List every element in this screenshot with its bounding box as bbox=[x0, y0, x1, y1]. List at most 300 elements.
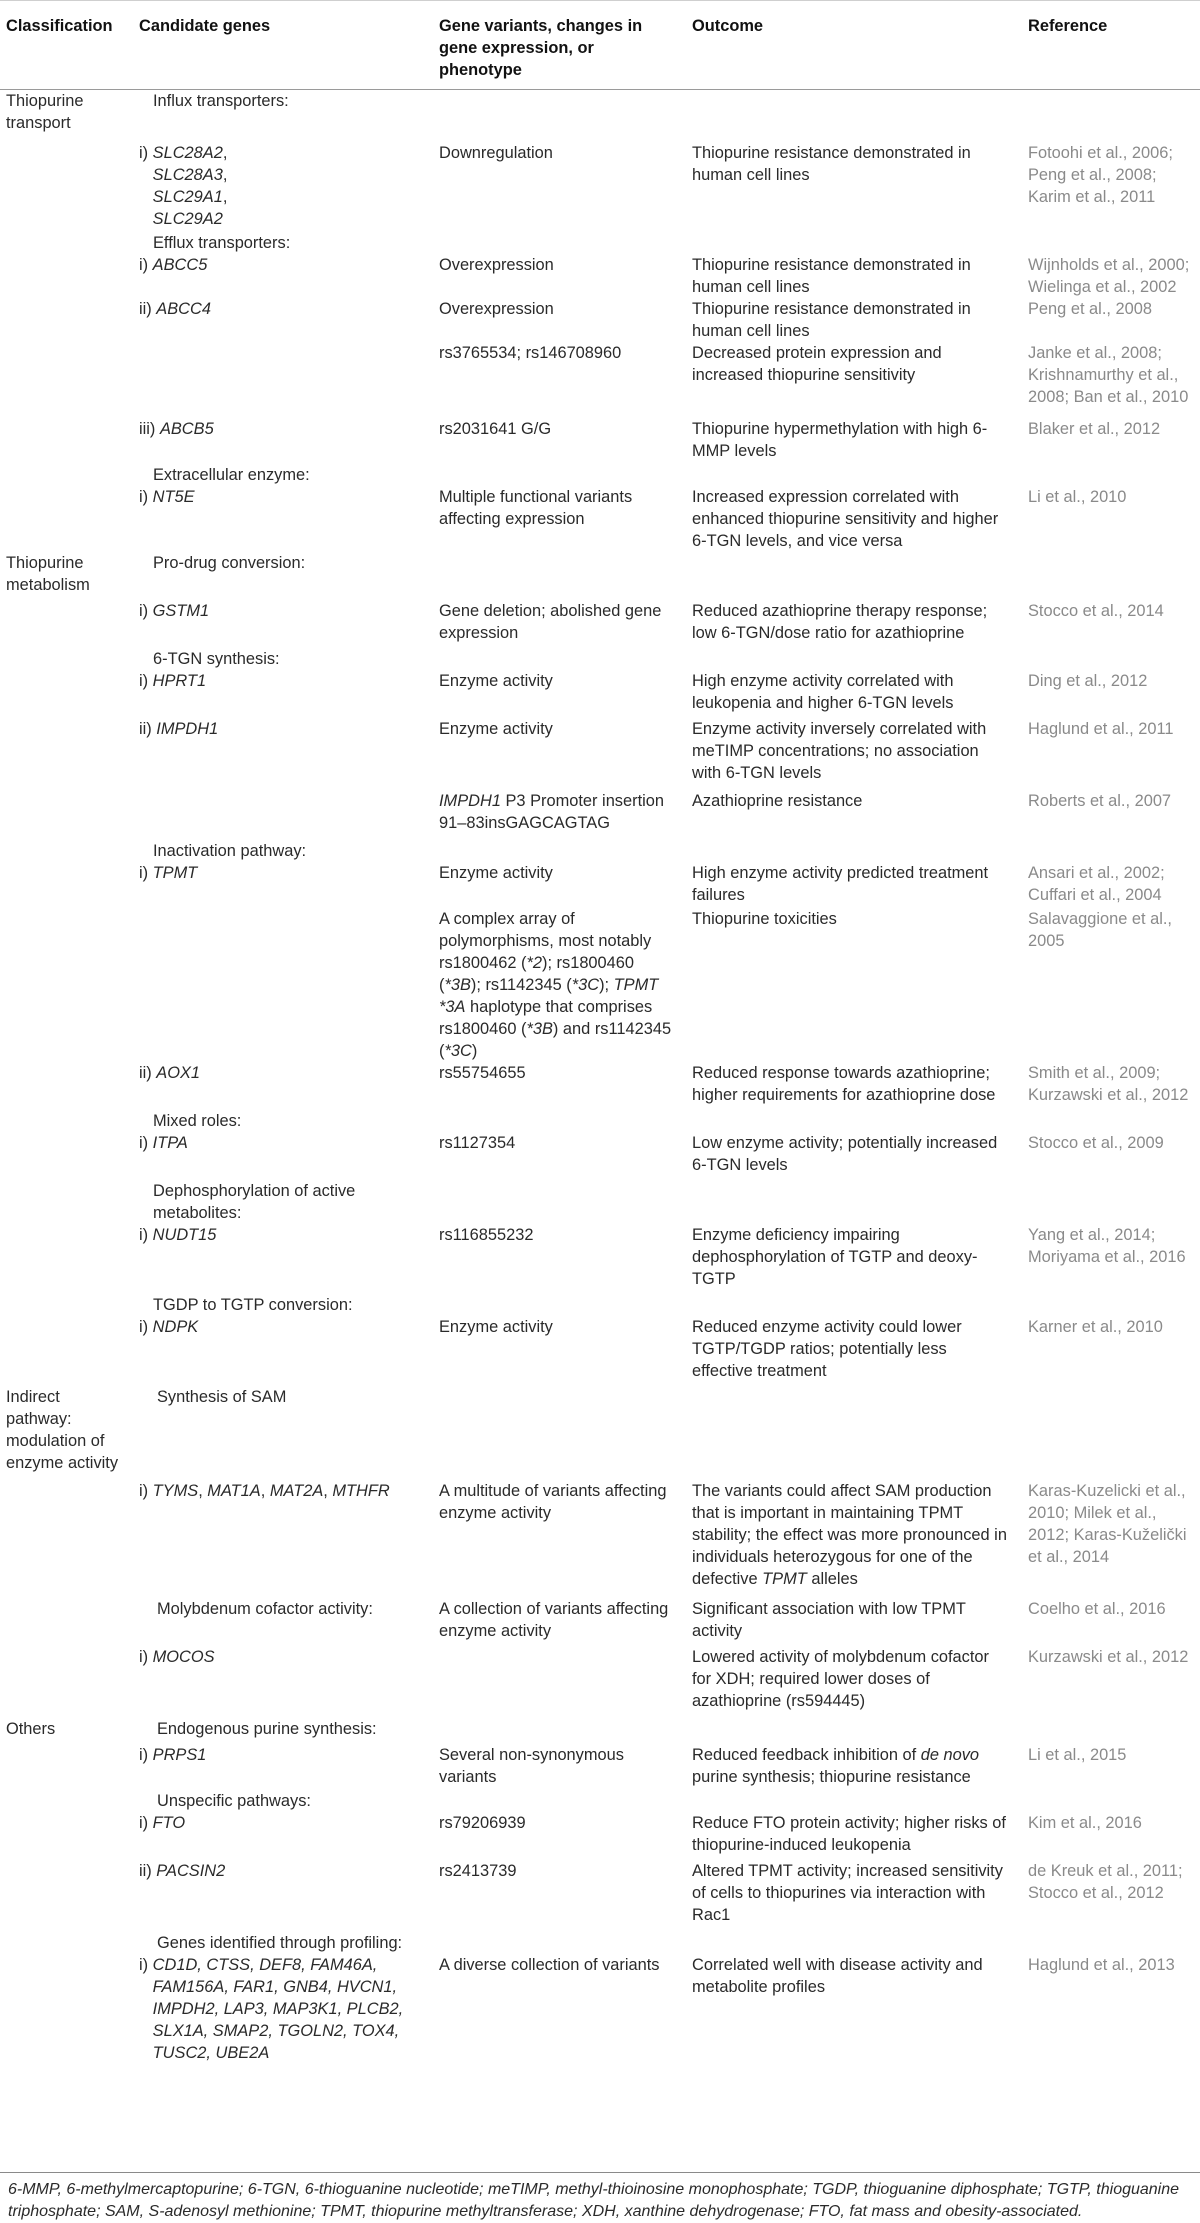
candidate-genes-cell bbox=[131, 1180, 431, 1224]
classification-cell bbox=[0, 486, 131, 552]
gene-index: i) bbox=[139, 863, 153, 882]
gene-entry bbox=[139, 418, 423, 440]
gene-names bbox=[153, 1224, 423, 1246]
gene-entry bbox=[139, 1812, 423, 1834]
outcome-cell bbox=[684, 464, 1020, 486]
table-row bbox=[0, 862, 1200, 908]
gene-names bbox=[153, 1132, 423, 1154]
text-run: ) and rs1142345 ( bbox=[439, 1019, 672, 1060]
classification-cell bbox=[0, 1812, 131, 1860]
variants-cell bbox=[431, 718, 684, 790]
variants-cell bbox=[431, 90, 684, 142]
table-row bbox=[0, 232, 1200, 254]
classification-cell bbox=[0, 1480, 131, 1598]
table-row bbox=[0, 342, 1200, 418]
outcome-cell bbox=[684, 1860, 1020, 1932]
text-run: Enzyme activity bbox=[439, 719, 553, 738]
reference-cell bbox=[1020, 840, 1200, 862]
outcome-cell bbox=[684, 552, 1020, 600]
variants-cell bbox=[431, 1744, 684, 1790]
classification-cell bbox=[0, 552, 131, 600]
outcome-cell bbox=[684, 1790, 1020, 1812]
outcome-cell bbox=[684, 90, 1020, 142]
reference-cell: Ansari et al., 2002; Cuffari et al., 2004 bbox=[1028, 863, 1165, 904]
text-run: Decreased protein expression and increased thiopurine sensitivity bbox=[692, 343, 942, 384]
outcome-cell bbox=[684, 1224, 1020, 1294]
text-run: Increased expression correlated with enhanced thiopurine sensitivity and higher 6-TGN levels, and vice versa bbox=[692, 487, 999, 550]
reference-cell: Haglund et al., 2011 bbox=[1028, 719, 1174, 738]
reference-cell: Ding et al., 2012 bbox=[1028, 671, 1148, 690]
variants-cell bbox=[431, 1860, 684, 1932]
gene-names bbox=[156, 1062, 423, 1084]
variants-cell bbox=[431, 464, 684, 486]
candidate-genes-cell bbox=[131, 718, 431, 790]
classification-label: Others bbox=[6, 1719, 56, 1738]
table-row bbox=[0, 1132, 1200, 1180]
text-run: , bbox=[323, 1481, 333, 1500]
classification-cell bbox=[0, 1860, 131, 1932]
candidate-genes-cell bbox=[131, 552, 431, 600]
text-run: The variants could affect SAM production that is important in maintaining TPMT stability; the effect was more pronounced in individuals heterozygous for one of the defective bbox=[692, 1481, 1007, 1588]
variants-cell bbox=[431, 1180, 684, 1224]
variants-cell bbox=[431, 418, 684, 464]
text-run: GSTM1 bbox=[152, 601, 210, 620]
text-run: Lowered activity of molybdenum cofactor for XDH; required lower doses of azathioprine (rs594445) bbox=[692, 1647, 989, 1710]
gene-names bbox=[153, 1954, 423, 2064]
candidate-genes-cell bbox=[131, 600, 431, 648]
variants-cell bbox=[431, 670, 684, 718]
outcome-cell bbox=[684, 1180, 1020, 1224]
candidate-genes-cell bbox=[131, 1646, 431, 1718]
text-run: ); bbox=[599, 975, 614, 994]
gene-names bbox=[160, 418, 423, 440]
gene-group-label: Inactivation pathway: bbox=[153, 841, 307, 860]
text-run: rs1127354 bbox=[439, 1133, 516, 1152]
gene-group-label: Extracellular enzyme: bbox=[153, 465, 310, 484]
outcome-cell bbox=[684, 1744, 1020, 1790]
text-run: NT5E bbox=[152, 487, 195, 506]
table-row bbox=[0, 1790, 1200, 1812]
header-candidate-genes: Candidate genes bbox=[131, 1, 431, 90]
candidate-genes-cell bbox=[131, 840, 431, 862]
candidate-genes-cell bbox=[131, 1718, 431, 1744]
variants-cell bbox=[431, 232, 684, 254]
text-run: Significant association with low TPMT activity bbox=[692, 1599, 966, 1640]
gene-index: i) bbox=[139, 601, 153, 620]
table-row bbox=[0, 648, 1200, 670]
gene-entry bbox=[139, 1860, 423, 1882]
text-run: Reduce FTO protein activity; higher risks of thiopurine-induced leukopenia bbox=[692, 1813, 1006, 1854]
table-row bbox=[0, 600, 1200, 648]
reference-cell bbox=[1020, 648, 1200, 670]
text-run: Thiopurine resistance demonstrated in human cell lines bbox=[692, 299, 971, 340]
reference-cell: Stocco et al., 2014 bbox=[1028, 601, 1164, 620]
text-run: P3 Promoter insertion 91–83insGAGCAGTAG bbox=[439, 791, 665, 832]
reference-cell: Smith et al., 2009; Kurzawski et al., 2012 bbox=[1028, 1063, 1189, 1104]
classification-cell bbox=[0, 790, 131, 840]
candidate-genes-cell bbox=[131, 342, 431, 418]
outcome-cell bbox=[684, 718, 1020, 790]
gene-names bbox=[153, 1480, 423, 1502]
table-row bbox=[0, 418, 1200, 464]
header-row bbox=[0, 1, 1200, 90]
table-row bbox=[0, 670, 1200, 718]
table-row bbox=[0, 1224, 1200, 1294]
gene-group-label: 6-TGN synthesis: bbox=[153, 649, 280, 668]
outcome-cell bbox=[684, 232, 1020, 254]
text-run: Overexpression bbox=[439, 299, 554, 318]
text-run: Thiopurine resistance demonstrated in human cell lines bbox=[692, 143, 971, 184]
variants-cell bbox=[431, 1316, 684, 1386]
gene-index: iii) bbox=[139, 419, 160, 438]
table-row bbox=[0, 790, 1200, 840]
gene-group-label: Mixed roles: bbox=[153, 1111, 242, 1130]
variants-cell bbox=[431, 1932, 684, 1954]
table-row bbox=[0, 1316, 1200, 1386]
reference-cell bbox=[1020, 1932, 1200, 1954]
candidate-genes-cell bbox=[131, 232, 431, 254]
reference-cell bbox=[1020, 1110, 1200, 1132]
reference-cell bbox=[1020, 1718, 1200, 1744]
reference-cell: Kim et al., 2016 bbox=[1028, 1813, 1142, 1832]
reference-cell: Li et al., 2015 bbox=[1028, 1745, 1127, 1764]
variants-cell bbox=[431, 840, 684, 862]
text-run: Overexpression bbox=[439, 255, 554, 274]
gene-index: i) bbox=[139, 255, 153, 274]
gene-index: i) bbox=[139, 1481, 153, 1500]
text-run: CD1D, CTSS, DEF8, FAM46A, FAM156A, FAR1, GNB4, HVCN1, IMPDH2, LAP3, MAP3K1, PLCB2, SLX1A, SMAP2, TGOLN2, TOX4, TUSC2, UBE2A bbox=[152, 1955, 404, 2062]
table-row bbox=[0, 1110, 1200, 1132]
classification-cell bbox=[0, 1744, 131, 1790]
text-run: *2 bbox=[526, 953, 542, 972]
gene-names bbox=[153, 1646, 423, 1668]
text-run: ABCC5 bbox=[152, 255, 208, 274]
text-run: A collection of variants affecting enzyme activity bbox=[439, 1599, 669, 1640]
classification-cell bbox=[0, 1294, 131, 1316]
text-run: Gene deletion; abolished gene expression bbox=[439, 601, 662, 642]
gene-group-label: Unspecific pathways: bbox=[157, 1791, 311, 1810]
outcome-cell bbox=[684, 790, 1020, 840]
outcome-cell bbox=[684, 298, 1020, 342]
text-run: A diverse collection of variants bbox=[439, 1955, 660, 1974]
text-run: MOCOS bbox=[152, 1647, 215, 1666]
text-run: Enzyme activity bbox=[439, 863, 553, 882]
candidate-genes-cell bbox=[131, 862, 431, 908]
classification-cell bbox=[0, 142, 131, 232]
gene-index: i) bbox=[139, 1813, 153, 1832]
gene-index: i) bbox=[139, 1647, 153, 1666]
candidate-genes-cell bbox=[131, 1744, 431, 1790]
outcome-cell bbox=[684, 1132, 1020, 1180]
gene-names bbox=[153, 600, 423, 622]
header-classification: Classification bbox=[0, 1, 131, 90]
text-run: Enzyme activity bbox=[439, 671, 553, 690]
text-run: Enzyme activity bbox=[439, 1317, 553, 1336]
gene-index: i) bbox=[139, 671, 153, 690]
classification-label: Thiopurine metabolism bbox=[6, 553, 90, 594]
reference-cell: Karas-Kuzelicki et al., 2010; Milek et al., 2012; Karas-Kuželički et al., 2014 bbox=[1028, 1481, 1187, 1566]
text-run: High enzyme activity correlated with leukopenia and higher 6-TGN levels bbox=[692, 671, 954, 712]
text-run: Thiopurine toxicities bbox=[692, 909, 837, 928]
text-run: IMPDH1 bbox=[439, 791, 501, 810]
gene-names bbox=[153, 254, 423, 276]
variants-cell bbox=[431, 1062, 684, 1110]
reference-cell: Li et al., 2010 bbox=[1028, 487, 1127, 506]
table-row bbox=[0, 1480, 1200, 1598]
reference-cell: Karner et al., 2010 bbox=[1028, 1317, 1163, 1336]
outcome-cell bbox=[684, 908, 1020, 1062]
text-run: rs2031641 G/G bbox=[439, 419, 552, 438]
gene-entry bbox=[139, 486, 423, 508]
reference-cell: Yang et al., 2014; Moriyama et al., 2016 bbox=[1028, 1225, 1186, 1266]
gene-index: i) bbox=[139, 1133, 153, 1152]
text-run: Downregulation bbox=[439, 143, 553, 162]
candidate-genes-cell bbox=[131, 486, 431, 552]
table-row bbox=[0, 1180, 1200, 1224]
text-run: Enzyme activity inversely correlated with meTIMP concentrations; no association with 6-TGN levels bbox=[692, 719, 987, 782]
text-run: rs79206939 bbox=[439, 1813, 526, 1832]
table-row bbox=[0, 718, 1200, 790]
text-run: TYMS bbox=[152, 1481, 199, 1500]
variants-cell bbox=[431, 600, 684, 648]
outcome-cell bbox=[684, 418, 1020, 464]
gene-entry bbox=[139, 1224, 423, 1246]
text-run: MAT1A bbox=[207, 1481, 261, 1500]
reference-cell bbox=[1020, 1386, 1200, 1480]
text-run: Correlated well with disease activity and metabolite profiles bbox=[692, 1955, 983, 1996]
text-run: ); rs1800460 ( bbox=[439, 953, 635, 994]
classification-cell bbox=[0, 718, 131, 790]
outcome-cell bbox=[684, 648, 1020, 670]
gene-group-label: Synthesis of SAM bbox=[157, 1387, 287, 1406]
variants-cell bbox=[431, 648, 684, 670]
text-run: TPMT bbox=[613, 975, 659, 994]
classification-cell bbox=[0, 1180, 131, 1224]
text-run: , bbox=[222, 165, 228, 184]
table-footnote: 6-MMP, 6-methylmercaptopurine; 6-TGN, 6-thioguanine nucleotide; meTIMP, methyl-thioinosine monophosphate; TGDP, thioguanine diphosphate; TGTP, thioguanine triphosphate; SAM, S-adenosyl methionine; TPMT, thiopurine methyltransferase; XDH, xanthine dehydrogenase; FTO, fat mass and obesity-associated. bbox=[0, 2172, 1200, 2223]
text-run: *3C bbox=[444, 1041, 472, 1060]
text-run: purine synthesis; thiopurine resistance bbox=[692, 1767, 971, 1786]
text-run: Reduced feedback inhibition of bbox=[692, 1745, 921, 1764]
outcome-cell bbox=[684, 840, 1020, 862]
variants-cell bbox=[431, 1646, 684, 1718]
table-row bbox=[0, 1598, 1200, 1646]
reference-cell bbox=[1020, 232, 1200, 254]
variants-cell bbox=[431, 298, 684, 342]
candidate-genes-cell bbox=[131, 1316, 431, 1386]
classification-cell bbox=[0, 342, 131, 418]
reference-cell: Roberts et al., 2007 bbox=[1028, 791, 1172, 810]
classification-cell bbox=[0, 1646, 131, 1718]
candidate-genes-cell bbox=[131, 90, 431, 142]
variants-cell bbox=[431, 1718, 684, 1744]
table-row bbox=[0, 552, 1200, 600]
text-run: ITPA bbox=[152, 1133, 188, 1152]
reference-cell: Salavaggione et al., 2005 bbox=[1028, 909, 1172, 950]
text-run: , bbox=[222, 187, 228, 206]
table-body bbox=[0, 90, 1200, 2070]
classification-cell bbox=[0, 1790, 131, 1812]
text-run: SLC29A1 bbox=[152, 187, 223, 206]
gene-group-label: Endogenous purine synthesis: bbox=[157, 1719, 377, 1738]
text-run: Reduced azathioprine therapy response; low 6-TGN/dose ratio for azathioprine bbox=[692, 601, 988, 642]
reference-cell bbox=[1020, 552, 1200, 600]
gene-entry bbox=[139, 600, 423, 622]
outcome-cell bbox=[684, 1480, 1020, 1598]
gene-entry bbox=[139, 670, 423, 692]
table-row bbox=[0, 1294, 1200, 1316]
candidate-genes-cell bbox=[131, 254, 431, 298]
table-row bbox=[0, 254, 1200, 298]
text-run: NDPK bbox=[152, 1317, 199, 1336]
table-row bbox=[0, 840, 1200, 862]
text-run: Reduced response towards azathioprine; higher requirements for azathioprine dose bbox=[692, 1063, 996, 1104]
table-row bbox=[0, 908, 1200, 1062]
gene-group-label: Molybdenum cofactor activity: bbox=[157, 1599, 373, 1618]
gene-entry bbox=[139, 718, 423, 740]
text-run: Thiopurine resistance demonstrated in human cell lines bbox=[692, 255, 971, 296]
variants-cell bbox=[431, 790, 684, 840]
text-run: SLC28A3 bbox=[152, 165, 223, 184]
text-run: AOX1 bbox=[156, 1063, 201, 1082]
table-row bbox=[0, 142, 1200, 232]
text-run: MTHFR bbox=[332, 1481, 390, 1500]
text-run: A complex array of polymorphisms, most notably rs1800462 ( bbox=[439, 909, 652, 972]
text-run: Altered TPMT activity; increased sensitivity of cells to thiopurines via interaction with Rac1 bbox=[692, 1861, 1003, 1924]
text-run: haplotype that comprises rs1800460 ( bbox=[439, 997, 653, 1038]
gene-index: ii) bbox=[139, 1063, 157, 1082]
text-run: Low enzyme activity; potentially increased 6-TGN levels bbox=[692, 1133, 998, 1174]
variants-cell bbox=[431, 1224, 684, 1294]
text-run: PACSIN2 bbox=[156, 1861, 226, 1880]
text-run: ABCC4 bbox=[156, 299, 211, 318]
text-run: ); rs1142345 ( bbox=[470, 975, 572, 994]
variants-cell bbox=[431, 254, 684, 298]
variants-cell bbox=[431, 1386, 684, 1480]
table-row bbox=[0, 1062, 1200, 1110]
gene-index: ii) bbox=[139, 719, 157, 738]
classification-cell bbox=[0, 862, 131, 908]
gene-entry bbox=[139, 1132, 423, 1154]
classification-cell bbox=[0, 1132, 131, 1180]
reference-cell bbox=[1020, 464, 1200, 486]
table-row bbox=[0, 298, 1200, 342]
candidate-genes-cell bbox=[131, 1110, 431, 1132]
candidate-genes-cell bbox=[131, 142, 431, 232]
variants-cell bbox=[431, 1598, 684, 1646]
gene-names bbox=[153, 670, 423, 692]
classification-label: Indirect pathway: modulation of enzyme activity bbox=[6, 1387, 119, 1472]
variants-cell bbox=[431, 1132, 684, 1180]
gene-index: ii) bbox=[139, 299, 157, 318]
candidate-genes-cell bbox=[131, 1598, 431, 1646]
reference-cell: Stocco et al., 2009 bbox=[1028, 1133, 1164, 1152]
gene-entry bbox=[139, 1954, 423, 2064]
reference-cell bbox=[1020, 1180, 1200, 1224]
outcome-cell bbox=[684, 1718, 1020, 1744]
gene-index: i) bbox=[139, 1745, 153, 1764]
gene-group-label: Efflux transporters: bbox=[153, 233, 291, 252]
text-run: *3C bbox=[571, 975, 600, 994]
gene-names bbox=[156, 718, 423, 740]
gene-entry bbox=[139, 142, 423, 230]
reference-cell bbox=[1020, 90, 1200, 142]
outcome-cell bbox=[684, 1062, 1020, 1110]
table-row bbox=[0, 1812, 1200, 1860]
gene-group-label: Pro-drug conversion: bbox=[153, 553, 306, 572]
outcome-cell bbox=[684, 1646, 1020, 1718]
gene-index: ii) bbox=[139, 1861, 157, 1880]
reference-cell: Haglund et al., 2013 bbox=[1028, 1955, 1175, 1974]
variants-cell bbox=[431, 486, 684, 552]
reference-cell: Janke et al., 2008; Krishnamurthy et al., 2008; Ban et al., 2010 bbox=[1028, 343, 1189, 406]
classification-cell bbox=[0, 254, 131, 298]
variants-cell bbox=[431, 908, 684, 1062]
gene-names bbox=[153, 1316, 423, 1338]
text-run: NUDT15 bbox=[152, 1225, 217, 1244]
text-run: ) bbox=[471, 1041, 478, 1060]
variants-cell bbox=[431, 862, 684, 908]
outcome-cell bbox=[684, 600, 1020, 648]
gene-group-label: Influx transporters: bbox=[153, 92, 289, 110]
outcome-cell bbox=[684, 862, 1020, 908]
gene-names bbox=[153, 1812, 423, 1834]
gene-entry bbox=[139, 1316, 423, 1338]
reference-cell: Wijnholds et al., 2000; Wielinga et al., 2002 bbox=[1028, 255, 1190, 296]
variants-cell bbox=[431, 552, 684, 600]
outcome-cell bbox=[684, 342, 1020, 418]
text-run: Thiopurine hypermethylation with high 6-MMP levels bbox=[692, 419, 988, 460]
classification-label: Thiopurine transport bbox=[6, 92, 84, 132]
outcome-cell bbox=[684, 142, 1020, 232]
gene-group-label: TGDP to TGTP conversion: bbox=[153, 1295, 353, 1314]
text-run: , bbox=[260, 1481, 270, 1500]
classification-cell bbox=[0, 1954, 131, 2070]
reference-cell bbox=[1020, 1790, 1200, 1812]
outcome-cell bbox=[684, 670, 1020, 718]
variants-cell bbox=[431, 342, 684, 418]
text-run: IMPDH1 bbox=[156, 719, 219, 738]
classification-cell bbox=[0, 464, 131, 486]
classification-cell bbox=[0, 1598, 131, 1646]
gene-entry bbox=[139, 1062, 423, 1084]
text-run: FTO bbox=[152, 1813, 186, 1832]
classification-cell bbox=[0, 90, 131, 142]
text-run: MAT2A bbox=[269, 1481, 324, 1500]
candidate-genes-cell bbox=[131, 908, 431, 1062]
text-run: *3B bbox=[444, 975, 471, 994]
text-run: *3B bbox=[526, 1019, 553, 1038]
text-run: , bbox=[198, 1481, 208, 1500]
text-run: rs116855232 bbox=[439, 1225, 534, 1244]
variants-cell bbox=[431, 1812, 684, 1860]
outcome-cell bbox=[684, 1812, 1020, 1860]
candidate-genes-cell bbox=[131, 1812, 431, 1860]
candidate-genes-cell bbox=[131, 1132, 431, 1180]
candidate-genes-cell bbox=[131, 1062, 431, 1110]
table-row bbox=[0, 1718, 1200, 1744]
text-run: Reduced enzyme activity could lower TGTP/TGDP ratios; potentially less effective treatment bbox=[692, 1317, 962, 1380]
table-row bbox=[0, 486, 1200, 552]
gene-index: i) bbox=[139, 1225, 153, 1244]
text-run: , bbox=[222, 143, 228, 162]
gene-names bbox=[153, 1744, 423, 1766]
candidate-genes-cell bbox=[131, 1480, 431, 1598]
header-reference: Reference bbox=[1020, 1, 1200, 90]
classification-cell bbox=[0, 418, 131, 464]
table-row bbox=[0, 464, 1200, 486]
text-run: alleles bbox=[806, 1569, 858, 1588]
